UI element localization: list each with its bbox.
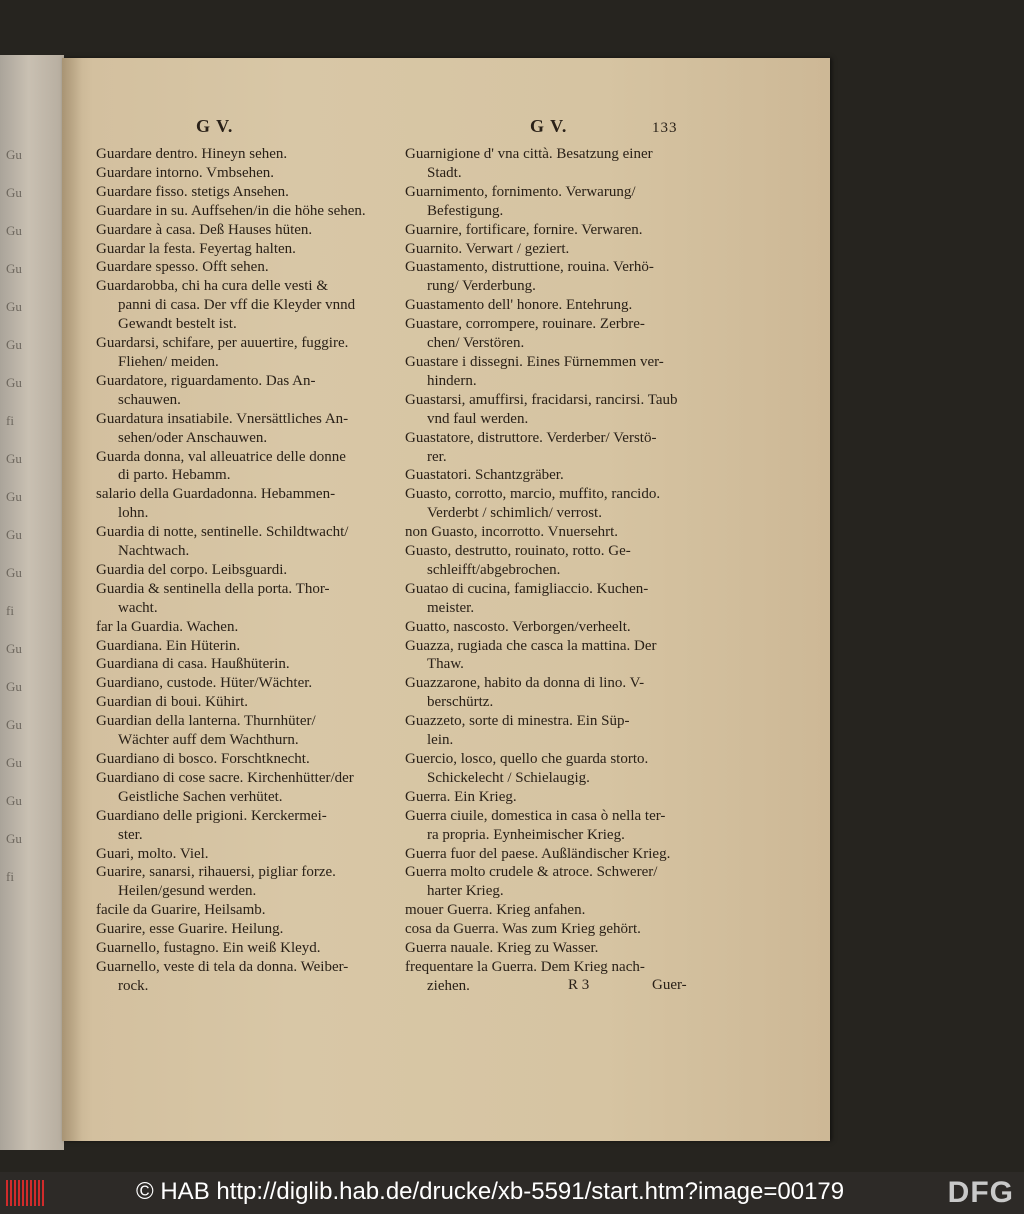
prev-page-fragment: Gu (6, 223, 22, 238)
dictionary-entry (405, 845, 701, 864)
entry-continuation: Gewandt bestelt ist. (118, 316, 237, 333)
dictionary-entry (96, 580, 388, 618)
entry-line: Guardiano di cose sacre. Kirchenhütter/der (96, 769, 354, 786)
dictionary-entry (96, 448, 388, 486)
entry-line: Guardare dentro. Hineyn sehen. (96, 146, 288, 162)
dictionary-entry (96, 901, 388, 920)
dictionary-entry (96, 258, 388, 277)
page-number: 133 (652, 120, 678, 136)
dictionary-entry (96, 807, 388, 845)
dictionary-entry (96, 958, 388, 996)
dictionary-entry (405, 863, 701, 901)
entry-continuation: Schickelecht / Schielaugig. (427, 769, 590, 786)
dictionary-entry (405, 618, 701, 637)
entry-line: Guardare fisso. stetigs Ansehen. (96, 183, 289, 200)
entry-continuation: Fliehen/ meiden. (118, 353, 219, 370)
dictionary-entry (96, 939, 388, 958)
prev-page-fragment: Gu (6, 717, 22, 732)
dictionary-entry (405, 920, 701, 939)
entry-continuation: ra propria. Eynheimischer Krieg. (427, 826, 625, 843)
prev-page-fragment: Gu (6, 831, 22, 846)
entry-continuation: Heilen/gesund werden. (118, 883, 257, 900)
dictionary-entry (96, 750, 388, 769)
entry-line: Guardarobba, chi ha cura delle vesti & (96, 278, 328, 295)
dictionary-entry (405, 542, 701, 580)
entry-line: Guasto, destrutto, rouinato, rotto. Ge- (405, 543, 631, 560)
hab-logo-icon (6, 1180, 44, 1206)
dictionary-entry (96, 183, 388, 202)
entry-line: Guastamento, distruttione, rouina. Verhö- (405, 259, 654, 276)
dictionary-entry (96, 164, 388, 183)
prev-page-fragment: Gu (6, 527, 22, 542)
dictionary-entry (96, 920, 388, 939)
header-right: G V. (530, 116, 568, 136)
dictionary-entry (96, 655, 388, 674)
entry-line: frequentare la Guerra. Dem Krieg nach- (405, 958, 645, 975)
entry-line: Guardiano delle prigioni. Kerckermei- (96, 807, 327, 824)
entry-line: Guercio, losco, quello che guarda storto. (405, 751, 649, 767)
entry-line: salario della Guardadonna. Hebammen- (96, 486, 336, 503)
entry-line: non Guasto, incorrotto. Vnuersehrt. (405, 524, 619, 541)
entry-continuation: ziehen. (427, 977, 470, 994)
entry-line: Guastare i dissegni. Eines Fürnemmen ver- (405, 353, 664, 370)
prev-page-fragment: Gu (6, 489, 22, 504)
entry-line: Guarire, sanarsi, rihauersi, pigliar forze. (96, 864, 336, 881)
entry-line: Guardiana. Ein Hüterin. (96, 637, 241, 654)
prev-page-fragment: Gu (6, 147, 22, 162)
entry-line: Guardare in su. Auffsehen/in die höhe sehen. (96, 202, 366, 219)
dictionary-entry (96, 693, 388, 712)
entry-continuation: rock. (118, 977, 149, 994)
dictionary-entry (96, 221, 388, 240)
catchword: Guer- (652, 977, 687, 993)
entry-line: Guerra fuor del paese. Außländischer Krieg. (405, 845, 671, 862)
header-left: G V. (196, 116, 234, 136)
entry-continuation: harter Krieg. (427, 883, 504, 900)
dictionary-entry (405, 258, 701, 296)
entry-line: Guerra nauale. Krieg zu Wasser. (405, 940, 599, 957)
dictionary-entry (405, 221, 701, 240)
entry-line: Guardian della lanterna. Thurnhüter/ (96, 713, 316, 730)
dictionary-entry (405, 391, 701, 429)
entry-line: Guastamento dell' honore. Entehrung. (405, 297, 633, 314)
entry-line: Guardia del corpo. Leibsguardi. (96, 561, 288, 578)
entry-continuation: Thaw. (427, 656, 464, 673)
right-column (405, 145, 701, 996)
prev-page-fragment: fi (6, 413, 14, 428)
prev-page-fragment: Gu (6, 375, 22, 390)
entry-continuation: lohn. (118, 505, 149, 522)
entry-line: Guastatore, distruttore. Verderber/ Verstö- (405, 429, 657, 446)
entry-line: Guardare intorno. Vmbsehen. (96, 164, 275, 181)
entry-line: Guarnello, fustagno. Ein weiß Kleyd. (96, 940, 321, 957)
entry-continuation: di parto. Hebamm. (118, 467, 231, 484)
entry-continuation: Nachtwach. (118, 543, 190, 560)
entry-continuation: Wächter auff dem Wachthurn. (118, 732, 299, 749)
entry-continuation: meister. (427, 599, 475, 616)
entry-continuation: Verderbt / schimlich/ verrost. (427, 505, 602, 522)
dictionary-entry (405, 429, 701, 467)
prev-page-fragment: Gu (6, 261, 22, 276)
dictionary-entry (96, 202, 388, 221)
left-column (96, 145, 388, 996)
dictionary-entry (405, 637, 701, 675)
dictionary-entry (405, 523, 701, 542)
dictionary-entry (405, 939, 701, 958)
entry-continuation: chen/ Verstören. (427, 335, 525, 352)
dictionary-entry (96, 674, 388, 693)
entry-continuation: panni di casa. Der vff die Kleyder vnnd (118, 297, 356, 314)
dictionary-entry (405, 750, 701, 788)
dictionary-entry (405, 240, 701, 259)
dictionary-entry (405, 296, 701, 315)
prev-page-fragment: Gu (6, 793, 22, 808)
dfg-logo: DFG (947, 1176, 1014, 1209)
entry-line: Guasto, corrotto, marcio, muffito, rancido. (405, 486, 661, 503)
dictionary-entry (96, 240, 388, 259)
dictionary-entry (96, 334, 388, 372)
entry-line: Guarnigione d' vna città. Besatzung einer (405, 146, 653, 162)
dictionary-entry (96, 410, 388, 448)
entry-line: Guazzeto, sorte di minestra. Ein Süp- (405, 713, 630, 730)
signature-mark: R 3 (568, 977, 590, 993)
prev-page-fragment: Gu (6, 755, 22, 770)
copyright-link[interactable]: © HAB http://diglib.hab.de/drucke/xb-5591/start.htm?image=00179 (136, 1178, 845, 1205)
footer-bar (0, 1172, 1024, 1214)
entry-continuation: schleifft/abgebrochen. (427, 561, 561, 578)
entry-line: Guarda donna, val alleuatrice delle donne (96, 448, 346, 465)
dictionary-entry (405, 353, 701, 391)
prev-page-fragment: Gu (6, 641, 22, 656)
entry-continuation: wacht. (118, 599, 158, 616)
entry-line: Guari, molto. Viel. (96, 845, 209, 862)
prev-page-fragment: Gu (6, 679, 22, 694)
dictionary-entry (405, 315, 701, 353)
entry-continuation: hindern. (427, 372, 477, 389)
previous-page-edge (0, 55, 64, 1150)
entry-continuation: Befestigung. (427, 202, 504, 219)
entry-continuation: lein. (427, 732, 454, 749)
entry-line: Guatao di cucina, famigliaccio. Kuchen- (405, 580, 649, 597)
dictionary-entry (96, 712, 388, 750)
dictionary-entry (405, 901, 701, 920)
dictionary-entry (96, 145, 388, 164)
dictionary-entry (405, 712, 701, 750)
entry-line: Guarnire, fortificare, fornire. Verwaren. (405, 221, 643, 238)
dictionary-entry (405, 674, 701, 712)
entry-continuation: Geistliche Sachen verhütet. (118, 788, 283, 805)
entry-line: Guardian di boui. Kühirt. (96, 694, 249, 711)
dictionary-entry (405, 183, 701, 221)
entry-line: Guarnello, veste di tela da donna. Weiber- (96, 958, 349, 975)
entry-continuation: rer. (427, 448, 447, 465)
prev-page-fragment: Gu (6, 299, 22, 314)
entry-line: Guardia & sentinella della porta. Thor- (96, 580, 330, 597)
entry-line: Guerra. Ein Krieg. (405, 788, 517, 805)
entry-line: Guazza, rugiada che casca la mattina. Der (405, 637, 657, 654)
entry-line: Guerra molto crudele & atroce. Schwerer/ (405, 864, 658, 881)
dictionary-entry (96, 372, 388, 410)
dictionary-entry (96, 618, 388, 637)
entry-line: Guardarsi, schifare, per auuertire, fuggire. (96, 335, 349, 352)
entry-continuation: schauwen. (118, 391, 181, 408)
entry-line: Guatto, nascosto. Verborgen/verheelt. (405, 618, 631, 635)
entry-line: Guarnito. Verwart / geziert. (405, 240, 570, 257)
entry-line: cosa da Guerra. Was zum Krieg gehört. (405, 921, 641, 938)
entry-line: Guarire, esse Guarire. Heilung. (96, 921, 284, 938)
dictionary-entry (405, 145, 701, 183)
dictionary-entry (96, 845, 388, 864)
entry-continuation: berschürtz. (427, 694, 494, 711)
entry-line: Guardiana di casa. Haußhüterin. (96, 656, 290, 673)
dictionary-entry (405, 807, 701, 845)
entry-line: Guastarsi, amuffirsi, fracidarsi, rancirsi. Taub (405, 391, 678, 408)
dictionary-entry (405, 485, 701, 523)
entry-line: Guardare spesso. Offt sehen. (96, 259, 269, 276)
entry-line: Guardar la festa. Feyertag halten. (96, 240, 296, 257)
entry-line: Guarnimento, fornimento. Verwarung/ (405, 183, 636, 200)
entry-continuation: Stadt. (427, 164, 462, 181)
dictionary-entry (96, 769, 388, 807)
prev-page-fragment: Gu (6, 337, 22, 352)
entry-continuation: rung/ Verderbung. (427, 278, 536, 295)
dictionary-entry (96, 523, 388, 561)
dictionary-entry (96, 277, 388, 334)
entry-line: facile da Guarire, Heilsamb. (96, 902, 266, 919)
dictionary-entry (96, 561, 388, 580)
entry-continuation: vnd faul werden. (427, 410, 529, 427)
entry-line: Guastatori. Schantzgräber. (405, 467, 564, 484)
entry-line: Guardatura insatiabile. Vnersättliches An- (96, 410, 349, 427)
entry-line: Guardiano di bosco. Forschtknecht. (96, 751, 310, 767)
prev-page-fragment: fi (6, 603, 14, 618)
entry-line: Guardatore, riguardamento. Das An- (96, 372, 316, 389)
prev-page-fragment: fi (6, 869, 14, 884)
dictionary-entry (96, 485, 388, 523)
prev-page-fragment: Gu (6, 185, 22, 200)
dictionary-entry (405, 788, 701, 807)
entry-line: far la Guardia. Wachen. (96, 618, 239, 635)
entry-line: Guazzarone, habito da donna di lino. V- (405, 675, 645, 692)
entry-continuation: sehen/oder Anschauwen. (118, 429, 268, 446)
entry-line: Guastare, corrompere, rouinare. Zerbre- (405, 316, 645, 333)
entry-line: Guardia di notte, sentinelle. Schildtwacht/ (96, 524, 349, 541)
entry-continuation: ster. (118, 826, 143, 843)
dictionary-entry (96, 637, 388, 656)
entry-line: Guardare à casa. Deß Hauses hüten. (96, 221, 313, 238)
prev-page-fragment: Gu (6, 451, 22, 466)
entry-line: Guardiano, custode. Hüter/Wächter. (96, 675, 313, 692)
entry-line: mouer Guerra. Krieg anfahen. (405, 902, 586, 919)
dictionary-entry (405, 580, 701, 618)
dictionary-entry (96, 863, 388, 901)
dictionary-entry (405, 466, 701, 485)
prev-page-fragment: Gu (6, 565, 22, 580)
entry-line: Guerra ciuile, domestica in casa ò nella ter- (405, 807, 666, 824)
